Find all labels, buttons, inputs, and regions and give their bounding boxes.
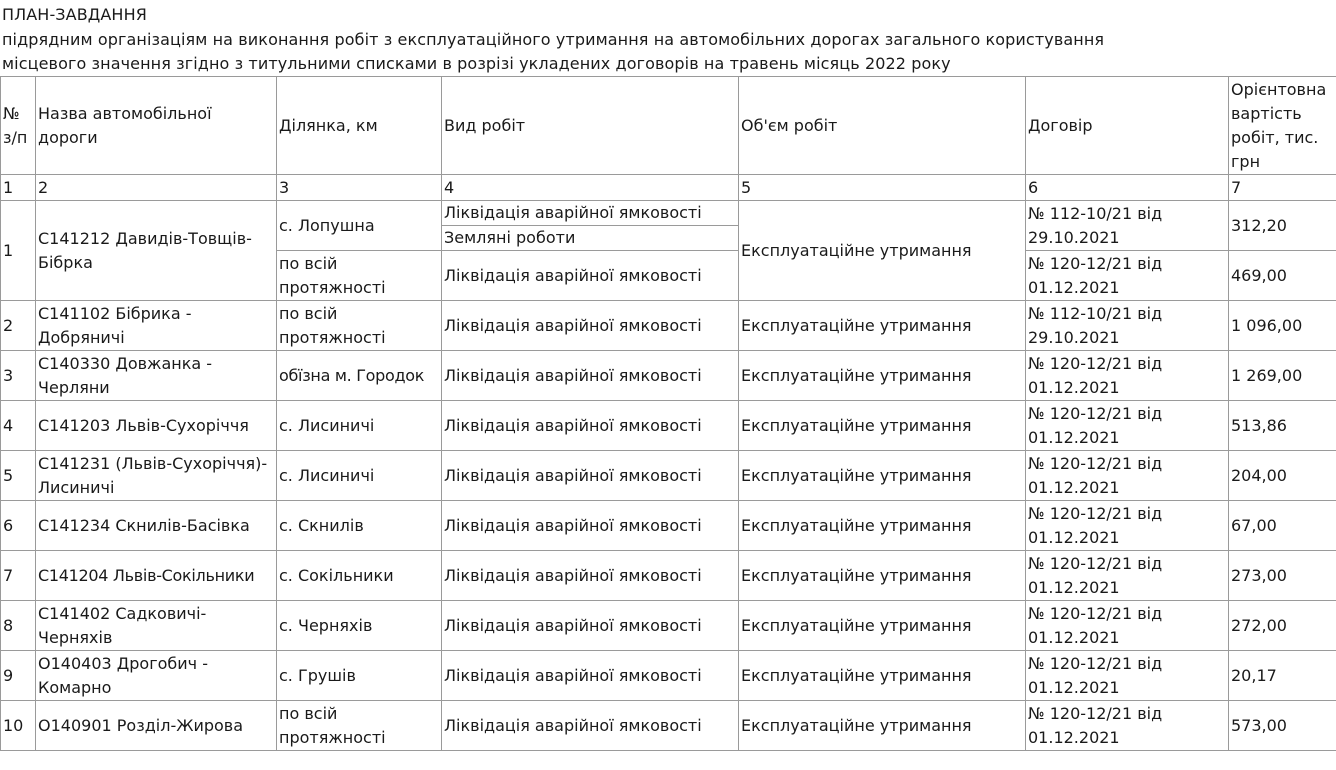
work-type-cell: Ліквідація аварійної ямковості — [442, 301, 739, 351]
column-number: 5 — [739, 175, 1026, 201]
work-type-cell: Ліквідація аварійної ямковості — [442, 251, 739, 301]
work-type-cell: Ліквідація аварійної ямковості — [442, 401, 739, 451]
work-type-cell: Ліквідація аварійної ямковості — [442, 451, 739, 501]
work-type-cell: Земляні роботи — [442, 226, 739, 251]
work-type-cell: Ліквідація аварійної ямковості — [442, 501, 739, 551]
cost-cell: 1 269,00 — [1229, 351, 1336, 401]
column-header-road-name: Назва автомобільної дороги — [36, 77, 277, 175]
table-row — [1, 601, 1336, 651]
section-cell: с. Черняхів — [277, 601, 442, 651]
work-volume-cell: Експлуатаційне утримання — [739, 451, 1026, 501]
table-row — [1, 501, 1336, 551]
contract-cell: № 120-12/21 від 01.12.2021 — [1026, 451, 1229, 501]
section-cell: по всій протяжності — [277, 301, 442, 351]
row-number: 9 — [1, 651, 36, 701]
column-header-work-type: Вид робіт — [442, 77, 739, 175]
cost-cell: 312,20 — [1229, 201, 1336, 251]
work-volume-cell: Експлуатаційне утримання — [739, 351, 1026, 401]
work-type-cell: Ліквідація аварійної ямковості — [442, 701, 739, 751]
table-row — [1, 351, 1336, 401]
section-cell: с. Сокільники — [277, 551, 442, 601]
table-row — [1, 201, 1336, 226]
plan-table — [0, 76, 1336, 751]
column-number: 1 — [1, 175, 36, 201]
road-name-cell: С141234 Скнилів-Басівка — [36, 501, 277, 551]
road-name-cell: О140901 Розділ-Жирова — [36, 701, 277, 751]
cost-cell: 20,17 — [1229, 651, 1336, 701]
contract-cell: № 120-12/21 від 01.12.2021 — [1026, 251, 1229, 301]
cost-cell: 573,00 — [1229, 701, 1336, 751]
column-number: 7 — [1229, 175, 1336, 201]
table-row — [1, 551, 1336, 601]
document-subtitle-line-1: підрядним організаціям на виконання робіт з експлуатаційного утримання на автомобільних дорогах загального користування — [2, 29, 1105, 49]
work-type-cell: Ліквідація аварійної ямковості — [442, 351, 739, 401]
column-header-work-volume: Об'єм робіт — [739, 77, 1026, 175]
row-number: 8 — [1, 601, 36, 651]
section-cell: с. Скнилів — [277, 501, 442, 551]
column-header-section: Ділянка, км — [277, 77, 442, 175]
work-volume-cell: Експлуатаційне утримання — [739, 551, 1026, 601]
work-volume-cell: Експлуатаційне утримання — [739, 651, 1026, 701]
road-name-cell: С141402 Садковичі-Черняхів — [36, 601, 277, 651]
road-name-cell: С141231 (Львів-Сухоріччя)-Лисиничі — [36, 451, 277, 501]
cost-cell: 1 096,00 — [1229, 301, 1336, 351]
column-number: 6 — [1026, 175, 1229, 201]
road-name-cell: О140403 Дрогобич - Комарно — [36, 651, 277, 701]
road-name-cell: С141203 Львів-Сухоріччя — [36, 401, 277, 451]
row-number: 6 — [1, 501, 36, 551]
road-name-cell: С141102 Бібрика - Добряничі — [36, 301, 277, 351]
section-cell: с. Лопушна — [277, 201, 442, 251]
section-cell: по всій протяжності — [277, 701, 442, 751]
column-header-number: № з/п — [1, 77, 36, 175]
road-name-cell: С141204 Львів-Сокільники — [36, 551, 277, 601]
cost-cell: 469,00 — [1229, 251, 1336, 301]
contract-cell: № 120-12/21 від 01.12.2021 — [1026, 501, 1229, 551]
work-type-cell: Ліквідація аварійної ямковості — [442, 551, 739, 601]
work-type-cell: Ліквідація аварійної ямковості — [442, 651, 739, 701]
row-number: 2 — [1, 301, 36, 351]
cost-cell: 273,00 — [1229, 551, 1336, 601]
contract-cell: № 120-12/21 від 01.12.2021 — [1026, 351, 1229, 401]
work-type-cell: Ліквідація аварійної ямковості — [442, 201, 739, 226]
column-header-cost: Орієнтовна вартість робіт, тис. грн — [1229, 77, 1336, 175]
work-volume-cell: Експлуатаційне утримання — [739, 301, 1026, 351]
section-cell: с. Грушів — [277, 651, 442, 701]
table-row — [1, 401, 1336, 451]
table-row — [1, 451, 1336, 501]
row-number: 5 — [1, 451, 36, 501]
cost-cell: 204,00 — [1229, 451, 1336, 501]
work-volume-cell: Експлуатаційне утримання — [739, 701, 1026, 751]
column-number: 2 — [36, 175, 277, 201]
row-number: 10 — [1, 701, 36, 751]
table-header-row — [1, 77, 1336, 175]
table-row — [1, 701, 1336, 751]
row-number: 1 — [1, 201, 36, 301]
work-volume-cell: Експлуатаційне утримання — [739, 401, 1026, 451]
table-row — [1, 301, 1336, 351]
row-number: 7 — [1, 551, 36, 601]
contract-cell: № 120-12/21 від 01.12.2021 — [1026, 551, 1229, 601]
contract-cell: № 120-12/21 від 01.12.2021 — [1026, 401, 1229, 451]
document-title: ПЛАН-ЗАВДАННЯ — [2, 5, 147, 24]
table-row — [1, 651, 1336, 701]
section-cell: с. Лисиничі — [277, 451, 442, 501]
column-number: 3 — [277, 175, 442, 201]
road-name-cell: С140330 Довжанка - Черляни — [36, 351, 277, 401]
road-name-cell: С141212 Давидів-Товщів-Бібрка — [36, 201, 277, 301]
row-number: 4 — [1, 401, 36, 451]
cost-cell: 67,00 — [1229, 501, 1336, 551]
contract-cell: № 112-10/21 від 29.10.2021 — [1026, 301, 1229, 351]
contract-cell: № 120-12/21 від 01.12.2021 — [1026, 601, 1229, 651]
section-cell: с. Лисиничі — [277, 401, 442, 451]
document-subtitle-line-2: місцевого значення згідно з титульними списками в розрізі укладених договорів на травень місяць 2022 року — [2, 54, 951, 73]
column-number: 4 — [442, 175, 739, 201]
work-type-cell: Ліквідація аварійної ямковості — [442, 601, 739, 651]
work-volume-cell: Експлуатаційне утримання — [739, 201, 1026, 301]
section-cell: обїзна м. Городок — [277, 351, 442, 401]
document-header — [2, 3, 1332, 77]
cost-cell: 272,00 — [1229, 601, 1336, 651]
column-header-contract: Договір — [1026, 77, 1229, 175]
cost-cell: 513,86 — [1229, 401, 1336, 451]
work-volume-cell: Експлуатаційне утримання — [739, 601, 1026, 651]
column-number-row — [1, 175, 1336, 201]
row-number: 3 — [1, 351, 36, 401]
contract-cell: № 112-10/21 від 29.10.2021 — [1026, 201, 1229, 251]
contract-cell: № 120-12/21 від 01.12.2021 — [1026, 701, 1229, 751]
section-cell: по всій протяжності — [277, 251, 442, 301]
contract-cell: № 120-12/21 від 01.12.2021 — [1026, 651, 1229, 701]
work-volume-cell: Експлуатаційне утримання — [739, 501, 1026, 551]
